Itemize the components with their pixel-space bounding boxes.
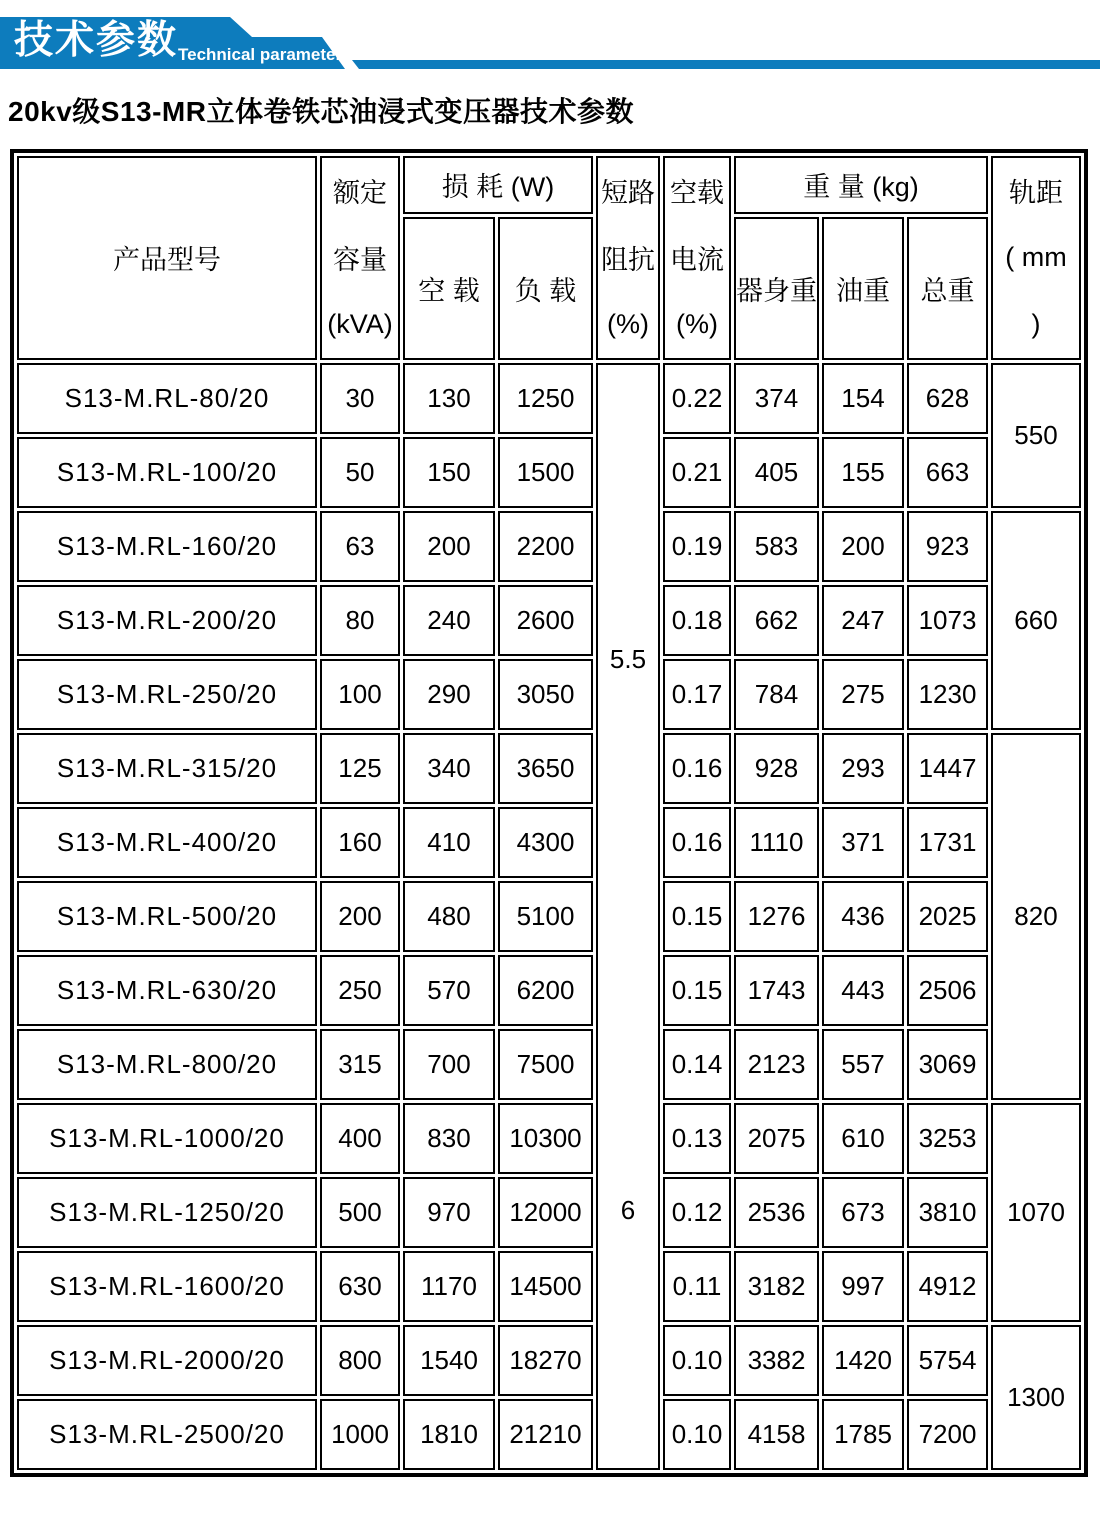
col-header-loss-load: 负 载 bbox=[498, 217, 593, 360]
col-header-gauge bbox=[991, 156, 1081, 360]
weight-body-cell: 928 bbox=[734, 733, 819, 804]
weight-body-cell: 2075 bbox=[734, 1103, 819, 1174]
table-row bbox=[17, 1251, 1081, 1322]
impedance-merged-cell bbox=[596, 363, 660, 1470]
table-row bbox=[17, 659, 1081, 730]
loss-noload-cell: 830 bbox=[403, 1103, 495, 1174]
impedance-header-lines: 短路 阻抗 (%) bbox=[601, 178, 655, 339]
loss-load-cell: 12000 bbox=[498, 1177, 593, 1248]
weight-oil-cell: 275 bbox=[822, 659, 904, 730]
capacity-cell: 30 bbox=[320, 363, 400, 434]
table-row bbox=[17, 1177, 1081, 1248]
model-cell: S13-M.RL-400/20 bbox=[17, 807, 317, 878]
weight-total-cell: 1230 bbox=[907, 659, 988, 730]
table-row bbox=[17, 437, 1081, 508]
loss-load-cell: 5100 bbox=[498, 881, 593, 952]
loss-load-cell: 4300 bbox=[498, 807, 593, 878]
weight-body-cell: 2536 bbox=[734, 1177, 819, 1248]
model-cell: S13-M.RL-250/20 bbox=[17, 659, 317, 730]
model-cell: S13-M.RL-1000/20 bbox=[17, 1103, 317, 1174]
loss-load-cell: 3050 bbox=[498, 659, 593, 730]
loss-load-cell: 6200 bbox=[498, 955, 593, 1026]
weight-body-cell: 1743 bbox=[734, 955, 819, 1026]
loss-load-cell: 1250 bbox=[498, 363, 593, 434]
weight-body-cell: 2123 bbox=[734, 1029, 819, 1100]
current-cell: 0.21 bbox=[663, 437, 731, 508]
capacity-cell: 50 bbox=[320, 437, 400, 508]
table-row bbox=[17, 807, 1081, 878]
weight-total-cell: 1731 bbox=[907, 807, 988, 878]
weight-oil-cell: 247 bbox=[822, 585, 904, 656]
col-header-capacity bbox=[320, 156, 400, 360]
table-header bbox=[17, 156, 1081, 360]
banner-title-cn: 技术参数 bbox=[14, 19, 179, 62]
weight-total-cell: 3069 bbox=[907, 1029, 988, 1100]
model-cell: S13-M.RL-160/20 bbox=[17, 511, 317, 582]
current-header-lines: 空载 电流 (%) bbox=[670, 178, 724, 339]
current-cell: 0.10 bbox=[663, 1325, 731, 1396]
current-cell: 0.19 bbox=[663, 511, 731, 582]
capacity-cell: 400 bbox=[320, 1103, 400, 1174]
gauge-merged-cell: 550 bbox=[991, 363, 1081, 508]
weight-oil-cell: 371 bbox=[822, 807, 904, 878]
capacity-cell: 63 bbox=[320, 511, 400, 582]
weight-total-cell: 1073 bbox=[907, 585, 988, 656]
tech-params-banner bbox=[0, 15, 1100, 69]
weight-body-cell: 1110 bbox=[734, 807, 819, 878]
model-cell: S13-M.RL-315/20 bbox=[17, 733, 317, 804]
loss-noload-cell: 410 bbox=[403, 807, 495, 878]
weight-total-cell: 663 bbox=[907, 437, 988, 508]
weight-oil-cell: 155 bbox=[822, 437, 904, 508]
col-header-loss-group: 损 耗 (W) bbox=[403, 156, 593, 214]
current-cell: 0.16 bbox=[663, 807, 731, 878]
capacity-cell: 80 bbox=[320, 585, 400, 656]
gauge-merged-cell: 660 bbox=[991, 511, 1081, 730]
capacity-cell: 500 bbox=[320, 1177, 400, 1248]
loss-noload-cell: 1540 bbox=[403, 1325, 495, 1396]
model-cell: S13-M.RL-800/20 bbox=[17, 1029, 317, 1100]
capacity-cell: 315 bbox=[320, 1029, 400, 1100]
col-header-weight-oil: 油重 bbox=[822, 217, 904, 360]
loss-noload-cell: 480 bbox=[403, 881, 495, 952]
loss-load-cell: 1500 bbox=[498, 437, 593, 508]
header-row-groups bbox=[17, 156, 1081, 214]
weight-body-cell: 784 bbox=[734, 659, 819, 730]
loss-noload-cell: 1170 bbox=[403, 1251, 495, 1322]
weight-total-cell: 3810 bbox=[907, 1177, 988, 1248]
capacity-cell: 100 bbox=[320, 659, 400, 730]
weight-body-cell: 4158 bbox=[734, 1399, 819, 1470]
loss-noload-cell: 1810 bbox=[403, 1399, 495, 1470]
current-cell: 0.15 bbox=[663, 955, 731, 1026]
col-header-current bbox=[663, 156, 731, 360]
col-header-weight-total: 总重 bbox=[907, 217, 988, 360]
weight-oil-cell: 1785 bbox=[822, 1399, 904, 1470]
spec-table bbox=[10, 149, 1088, 1477]
page-title: 20kv级S13-MR立体卷铁芯油浸式变压器技术参数 bbox=[8, 96, 634, 127]
weight-oil-cell: 293 bbox=[822, 733, 904, 804]
capacity-cell: 200 bbox=[320, 881, 400, 952]
current-cell: 0.16 bbox=[663, 733, 731, 804]
loss-noload-cell: 150 bbox=[403, 437, 495, 508]
loss-noload-cell: 340 bbox=[403, 733, 495, 804]
weight-total-cell: 2506 bbox=[907, 955, 988, 1026]
weight-total-cell: 4912 bbox=[907, 1251, 988, 1322]
weight-body-cell: 583 bbox=[734, 511, 819, 582]
table-row bbox=[17, 585, 1081, 656]
weight-oil-cell: 200 bbox=[822, 511, 904, 582]
current-cell: 0.14 bbox=[663, 1029, 731, 1100]
weight-body-cell: 662 bbox=[734, 585, 819, 656]
model-cell: S13-M.RL-2500/20 bbox=[17, 1399, 317, 1470]
model-cell: S13-M.RL-200/20 bbox=[17, 585, 317, 656]
weight-body-cell: 1276 bbox=[734, 881, 819, 952]
weight-total-cell: 628 bbox=[907, 363, 988, 434]
model-cell: S13-M.RL-1600/20 bbox=[17, 1251, 317, 1322]
loss-load-cell: 3650 bbox=[498, 733, 593, 804]
weight-oil-cell: 610 bbox=[822, 1103, 904, 1174]
weight-total-cell: 7200 bbox=[907, 1399, 988, 1470]
loss-noload-cell: 570 bbox=[403, 955, 495, 1026]
table-row bbox=[17, 511, 1081, 582]
weight-total-cell: 5754 bbox=[907, 1325, 988, 1396]
col-header-loss-noload: 空 载 bbox=[403, 217, 495, 360]
weight-total-cell: 1447 bbox=[907, 733, 988, 804]
weight-oil-cell: 997 bbox=[822, 1251, 904, 1322]
table-row bbox=[17, 1399, 1081, 1470]
table-row bbox=[17, 363, 1081, 434]
col-header-weight-body: 器身重 bbox=[734, 217, 819, 360]
capacity-cell: 800 bbox=[320, 1325, 400, 1396]
loss-noload-cell: 290 bbox=[403, 659, 495, 730]
model-cell: S13-M.RL-630/20 bbox=[17, 955, 317, 1026]
current-cell: 0.11 bbox=[663, 1251, 731, 1322]
impedance-values bbox=[598, 365, 658, 1468]
col-header-model: 产品型号 bbox=[17, 156, 317, 360]
capacity-cell: 160 bbox=[320, 807, 400, 878]
loss-noload-cell: 700 bbox=[403, 1029, 495, 1100]
model-cell: S13-M.RL-80/20 bbox=[17, 363, 317, 434]
table-row bbox=[17, 955, 1081, 1026]
current-cell: 0.15 bbox=[663, 881, 731, 952]
table-row bbox=[17, 733, 1081, 804]
weight-body-cell: 3182 bbox=[734, 1251, 819, 1322]
weight-oil-cell: 557 bbox=[822, 1029, 904, 1100]
impedance-value-lower: 6 bbox=[620, 1195, 636, 1226]
loss-load-cell: 18270 bbox=[498, 1325, 593, 1396]
table-body bbox=[17, 363, 1081, 1470]
current-cell: 0.18 bbox=[663, 585, 731, 656]
capacity-cell: 1000 bbox=[320, 1399, 400, 1470]
loss-noload-cell: 240 bbox=[403, 585, 495, 656]
banner-subtitle-en: Technical parameter bbox=[178, 45, 343, 64]
model-cell: S13-M.RL-500/20 bbox=[17, 881, 317, 952]
col-header-weight-group: 重 量 (kg) bbox=[734, 156, 988, 214]
weight-oil-cell: 154 bbox=[822, 363, 904, 434]
loss-load-cell: 7500 bbox=[498, 1029, 593, 1100]
loss-noload-cell: 130 bbox=[403, 363, 495, 434]
weight-oil-cell: 436 bbox=[822, 881, 904, 952]
current-cell: 0.10 bbox=[663, 1399, 731, 1470]
table-row bbox=[17, 1325, 1081, 1396]
gauge-merged-cell: 1070 bbox=[991, 1103, 1081, 1322]
current-cell: 0.12 bbox=[663, 1177, 731, 1248]
gauge-header-lines: 轨距 ( mm ) bbox=[1005, 178, 1067, 339]
capacity-cell: 125 bbox=[320, 733, 400, 804]
table-row bbox=[17, 881, 1081, 952]
capacity-cell: 250 bbox=[320, 955, 400, 1026]
loss-load-cell: 14500 bbox=[498, 1251, 593, 1322]
weight-body-cell: 3382 bbox=[734, 1325, 819, 1396]
model-cell: S13-M.RL-2000/20 bbox=[17, 1325, 317, 1396]
weight-oil-cell: 1420 bbox=[822, 1325, 904, 1396]
loss-load-cell: 21210 bbox=[498, 1399, 593, 1470]
loss-noload-cell: 970 bbox=[403, 1177, 495, 1248]
loss-load-cell: 2600 bbox=[498, 585, 593, 656]
current-cell: 0.13 bbox=[663, 1103, 731, 1174]
weight-body-cell: 405 bbox=[734, 437, 819, 508]
weight-total-cell: 923 bbox=[907, 511, 988, 582]
gauge-merged-cell: 820 bbox=[991, 733, 1081, 1100]
table-row bbox=[17, 1103, 1081, 1174]
capacity-header-lines: 额定 容量 (kVA) bbox=[327, 178, 393, 339]
loss-load-cell: 2200 bbox=[498, 511, 593, 582]
weight-body-cell: 374 bbox=[734, 363, 819, 434]
gauge-merged-cell: 1300 bbox=[991, 1325, 1081, 1470]
weight-total-cell: 2025 bbox=[907, 881, 988, 952]
current-cell: 0.22 bbox=[663, 363, 731, 434]
weight-oil-cell: 443 bbox=[822, 955, 904, 1026]
current-cell: 0.17 bbox=[663, 659, 731, 730]
weight-total-cell: 3253 bbox=[907, 1103, 988, 1174]
table-row bbox=[17, 1029, 1081, 1100]
model-cell: S13-M.RL-1250/20 bbox=[17, 1177, 317, 1248]
col-header-impedance bbox=[596, 156, 660, 360]
model-cell: S13-M.RL-100/20 bbox=[17, 437, 317, 508]
impedance-value-upper: 5.5 bbox=[609, 643, 647, 674]
loss-load-cell: 10300 bbox=[498, 1103, 593, 1174]
capacity-cell: 630 bbox=[320, 1251, 400, 1322]
weight-oil-cell: 673 bbox=[822, 1177, 904, 1248]
loss-noload-cell: 200 bbox=[403, 511, 495, 582]
